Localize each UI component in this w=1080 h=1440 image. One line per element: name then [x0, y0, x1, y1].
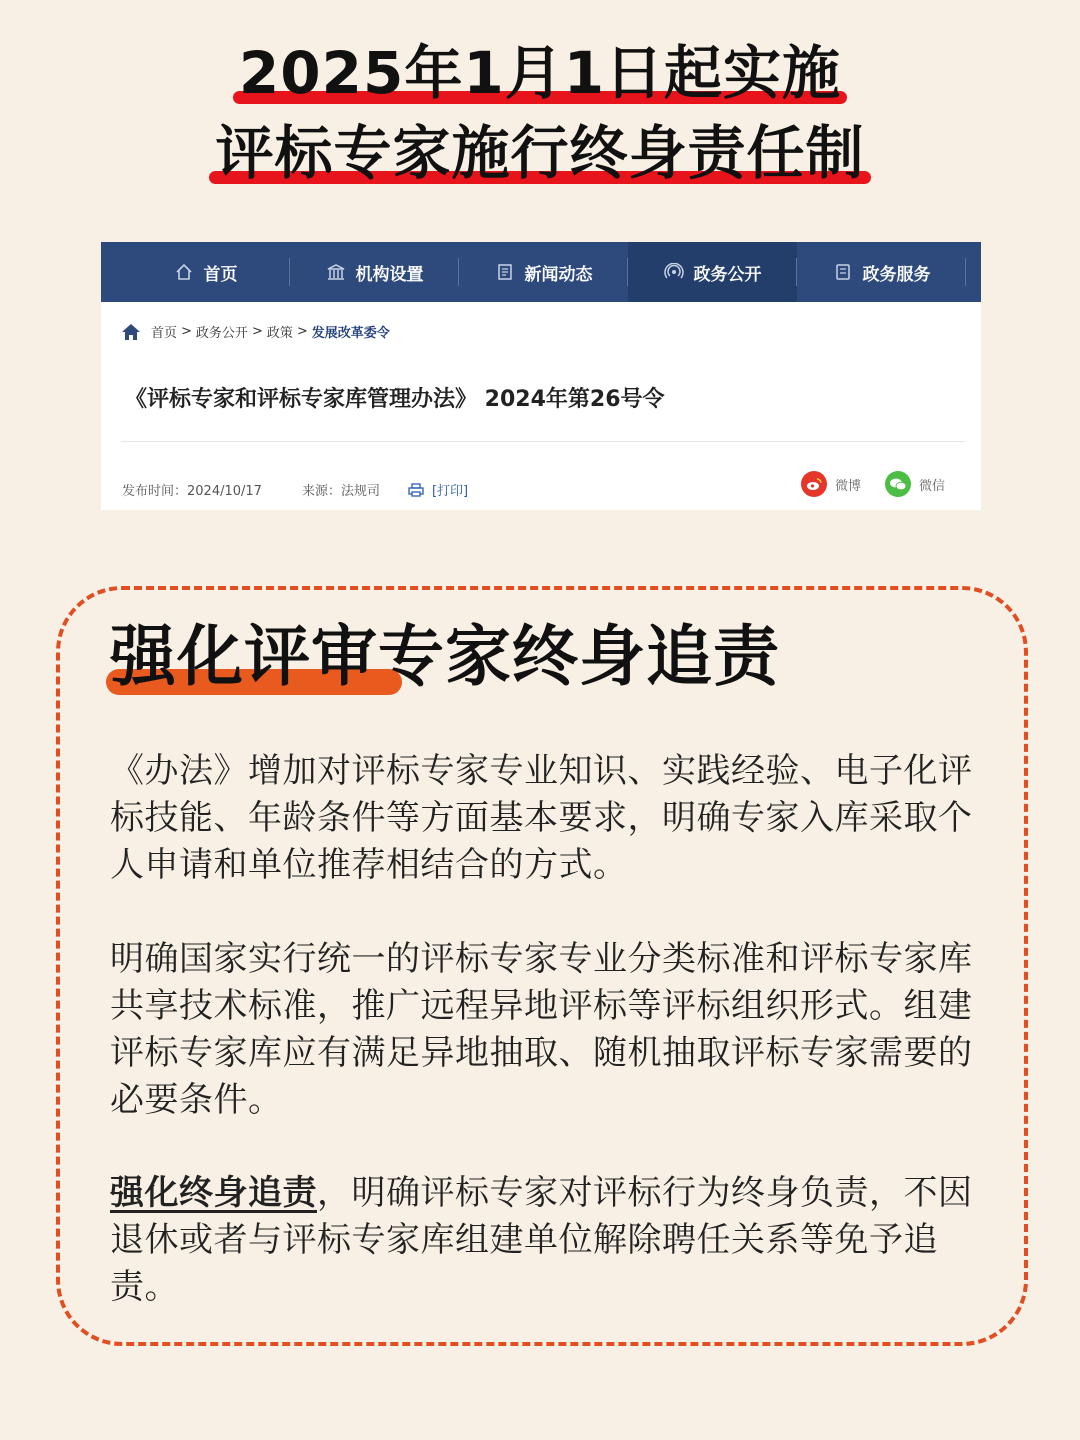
publish-date: 发布时间：2024/10/17: [122, 484, 262, 499]
breadcrumb-separator: >: [181, 324, 192, 339]
document-title: 《评标专家和评标专家库管理办法》 2024年第26号令: [125, 387, 665, 412]
paragraph-1: 《办法》增加对评标专家专业知识、实践经验、电子化评标技能、年龄条件等方面基本要求，明确专家入库采取个人申请和单位推荐相结合的方式。: [110, 751, 973, 885]
title-line-1: 2025年1月1日起实施: [239, 38, 841, 108]
breadcrumb: [121, 322, 390, 341]
news-icon: [495, 262, 515, 282]
source: 来源：法规司: [301, 484, 380, 499]
share-weibo-button[interactable]: [801, 471, 861, 497]
breadcrumb-item-policy[interactable]: 政策: [266, 326, 293, 341]
nav-item-government-affairs[interactable]: 政务公开: [628, 242, 797, 302]
share-wechat-button[interactable]: [885, 471, 945, 497]
title-line-2: 评标专家施行终身责任制: [215, 118, 864, 188]
emphasis-text: 强化终身追责: [110, 1173, 317, 1213]
printer-icon: [408, 483, 424, 497]
breadcrumb-separator: >: [296, 324, 308, 339]
weibo-icon: [801, 471, 827, 497]
paragraph-2: 明确国家实行统一的评标专家专业分类标准和评标专家库共享技术标准，推广远程异地评标等评标组织形式。组建评标专家库应有满足异地抽取、随机抽取评标专家需要的必要条件。: [110, 939, 973, 1120]
home-icon: [174, 262, 194, 282]
document-meta: [122, 480, 468, 499]
top-nav: [101, 242, 981, 302]
nav-item-home[interactable]: 首页: [121, 242, 290, 302]
section-title: 强化评审专家终身追责: [110, 615, 780, 699]
paragraph-3-text: ，明确评标专家对评标行为终身负责，不因退休或者与评标专家库组建单位解除聘任关系等免予追责。: [110, 1173, 973, 1307]
nav-item-services[interactable]: 政务服务: [797, 242, 966, 302]
paragraph-3: [110, 1170, 980, 1311]
print-button[interactable]: [408, 480, 468, 499]
breadcrumb-separator: >: [251, 324, 263, 339]
print-label: [打印]: [431, 484, 469, 499]
breadcrumb-item-gov[interactable]: 政务公开: [195, 326, 248, 341]
share-weibo-label: 微博: [834, 478, 861, 494]
share-wechat-label: 微信: [918, 478, 945, 494]
breadcrumb-current[interactable]: 发展改革委令: [311, 326, 390, 341]
wechat-icon: [885, 471, 911, 497]
share-bar: [777, 471, 945, 497]
building-icon: [326, 262, 346, 282]
nav-item-institution[interactable]: 机构设置: [290, 242, 459, 302]
divider: [121, 441, 965, 442]
breadcrumb-item-home[interactable]: 首页: [151, 326, 178, 341]
website-screenshot: [101, 242, 981, 510]
page-header: [0, 38, 1080, 188]
document-icon: [833, 262, 853, 282]
broadcast-icon: [664, 262, 684, 282]
nav-item-news[interactable]: 新闻动态: [459, 242, 628, 302]
home-icon[interactable]: [121, 323, 141, 341]
